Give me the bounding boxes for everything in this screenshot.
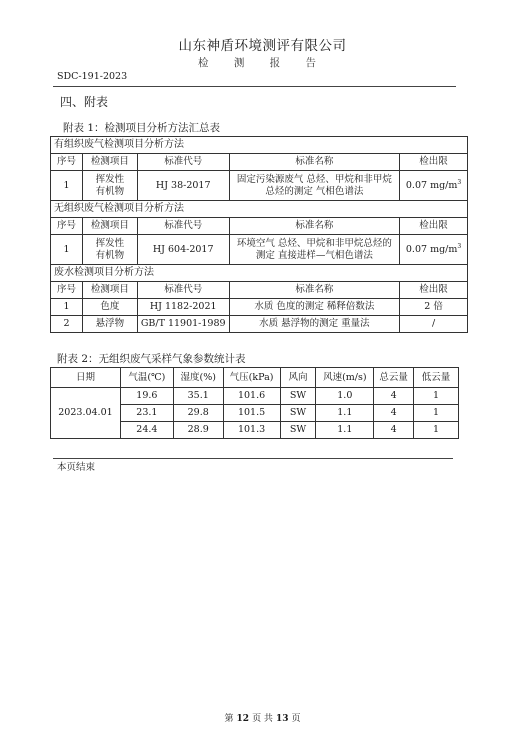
header-cell: 标准代号: [137, 218, 229, 235]
header-cell: 风速(m/s): [316, 368, 374, 388]
table1-title: 附表 1：检测项目分析方法汇总表: [63, 122, 221, 134]
cell-total-cloud: 4: [374, 422, 414, 439]
cell-total-cloud: 4: [374, 388, 414, 405]
header-cell: 总云量: [374, 368, 414, 388]
cell-pressure: 101.3: [223, 422, 280, 439]
page-prefix: 第: [224, 714, 234, 724]
end-note: 本页结束: [57, 462, 96, 473]
header-cell: 检出限: [400, 218, 468, 235]
cell-code: GB/T 11901-1989: [137, 316, 229, 333]
cell-item: 悬浮物: [82, 316, 137, 333]
cell-temp: 19.6: [120, 388, 173, 405]
cell-low-cloud: 1: [414, 388, 459, 405]
cell-wind-dir: SW: [280, 422, 316, 439]
header-cell: 检测项目: [82, 282, 137, 299]
cell-humidity: 28.9: [173, 422, 223, 439]
analysis-methods-table: [50, 136, 468, 333]
table-header-row: [51, 368, 459, 388]
header-cell: 日期: [51, 368, 121, 388]
cell-standard: 固定污染源废气 总烃、甲烷和非甲烷总烃的测定 气相色谱法: [229, 171, 399, 201]
cell-no: 2: [51, 316, 83, 333]
table-row: [51, 388, 459, 405]
cell-limit: 0.07 $mg/m^3$: [400, 235, 468, 265]
header-divider: [53, 86, 456, 87]
cell-pressure: 101.6: [223, 388, 280, 405]
group-title: 有组织废气检测项目分析方法: [51, 137, 468, 154]
meteorological-table: [50, 367, 459, 439]
cell-standard: 水质 悬浮物的测定 重量法: [229, 316, 399, 333]
cell-humidity: 35.1: [173, 388, 223, 405]
table-header-row: [51, 282, 468, 299]
header-cell: 标准名称: [229, 154, 399, 171]
header-cell: 湿度(%): [173, 368, 223, 388]
header-cell: 标准代号: [137, 154, 229, 171]
header-cell: 检出限: [400, 154, 468, 171]
header-cell: 序号: [51, 282, 83, 299]
cell-item: 挥发性有机物: [82, 171, 137, 201]
company-name: 山东神盾环境测评有限公司: [178, 38, 347, 54]
cell-wind-speed: 1.1: [316, 405, 374, 422]
cell-standard: 水质 色度的测定 稀释倍数法: [229, 299, 399, 316]
header-cell: 检测项目: [82, 218, 137, 235]
cell-item: 挥发性有机物: [82, 235, 137, 265]
table2-title: 附表 2：无组织废气采样气象参数统计表: [57, 353, 246, 365]
header-cell: 风向: [280, 368, 316, 388]
cell-limit: 2 倍: [400, 299, 468, 316]
page-footer: [0, 711, 525, 724]
report-subtitle: 检 测 报 告: [197, 57, 327, 69]
page-suffix: 页: [291, 714, 301, 724]
cell-code: HJ 1182-2021: [137, 299, 229, 316]
header-cell: 气压(kPa): [223, 368, 280, 388]
cell-wind-dir: SW: [280, 405, 316, 422]
cell-total-cloud: 4: [374, 405, 414, 422]
header-cell: 标准名称: [229, 218, 399, 235]
group-title: 无组织废气检测项目分析方法: [51, 201, 468, 218]
header-cell: 标准代号: [137, 282, 229, 299]
cell-temp: 24.4: [120, 422, 173, 439]
table-row: [51, 316, 468, 333]
cell-no: 1: [51, 235, 83, 265]
cell-low-cloud: 1: [414, 405, 459, 422]
cell-low-cloud: 1: [414, 422, 459, 439]
end-divider: [53, 458, 453, 459]
page-mid: 页 共: [252, 714, 273, 724]
cell-item: 色度: [82, 299, 137, 316]
section-title: 四、附表: [60, 95, 109, 109]
cell-wind-speed: 1.1: [316, 422, 374, 439]
cell-temp: 23.1: [120, 405, 173, 422]
cell-code: HJ 604-2017: [137, 235, 229, 265]
cell-pressure: 101.5: [223, 405, 280, 422]
header-cell: 序号: [51, 154, 83, 171]
cell-no: 1: [51, 299, 83, 316]
cell-humidity: 29.8: [173, 405, 223, 422]
header-cell: 标准名称: [229, 282, 399, 299]
page-total: 13: [275, 714, 289, 724]
table-row: [51, 235, 468, 265]
cell-date: 2023.04.01: [51, 388, 121, 439]
cell-no: 1: [51, 171, 83, 201]
cell-limit: 0.07 $mg/m^3$: [400, 171, 468, 201]
header-cell: 检测项目: [82, 154, 137, 171]
table-row: [51, 171, 468, 201]
group-title: 废水检测项目分析方法: [51, 265, 468, 282]
cell-wind-dir: SW: [280, 388, 316, 405]
header-cell: 序号: [51, 218, 83, 235]
cell-wind-speed: 1.0: [316, 388, 374, 405]
cell-limit: /: [400, 316, 468, 333]
document-number: SDC-191-2023: [57, 71, 128, 82]
header-cell: 低云量: [414, 368, 459, 388]
header-cell: 气温(℃): [120, 368, 173, 388]
cell-code: HJ 38-2017: [137, 171, 229, 201]
header-cell: 检出限: [400, 282, 468, 299]
table-header-row: [51, 154, 468, 171]
table-row: [51, 299, 468, 316]
page-number: 12: [236, 714, 250, 724]
cell-standard: 环境空气 总烃、甲烷和非甲烷总烃的测定 直接进样—气相色谱法: [229, 235, 399, 265]
table-header-row: [51, 218, 468, 235]
